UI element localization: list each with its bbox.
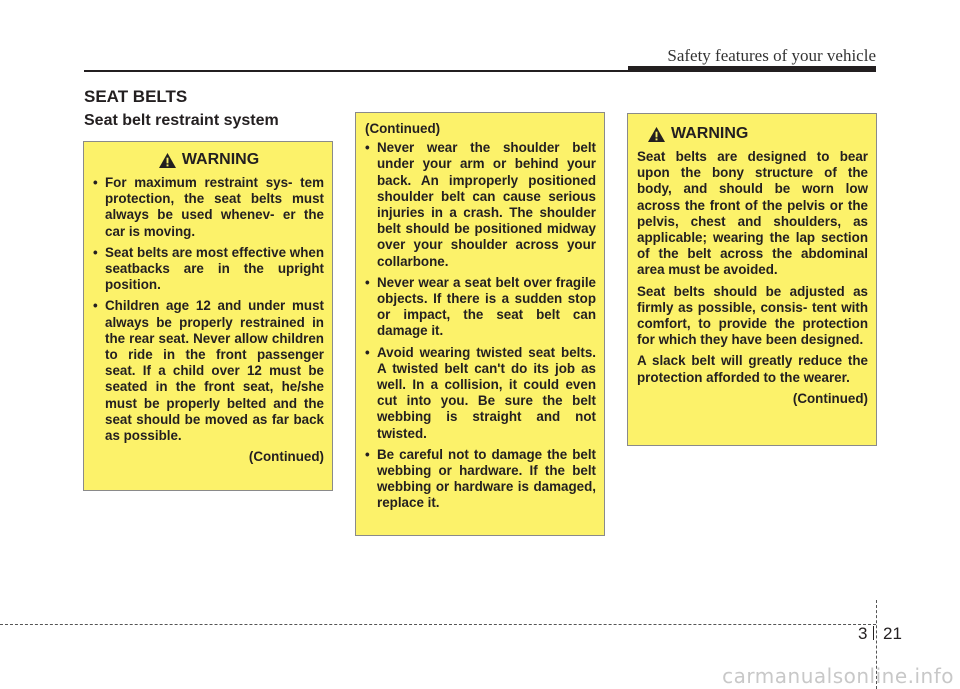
warning-paragraph: Seat belts are designed to bear upon the bony structure of the body, and should be worn low across the front of the pelvis or the pelvis, chest and shoulders, as applicable; wearing the lap section of the belt across the abdominal area must be avoided. bbox=[637, 149, 868, 278]
list-item: • Avoid wearing twisted seat belts. A twisted belt can't do its job as well. In a collision, it could even cut into you. Be sure the belt webbing is straight and not twisted. bbox=[365, 345, 596, 442]
section-title: SEAT BELTS bbox=[84, 87, 188, 106]
watermark: carmanualsonline.info bbox=[722, 664, 954, 688]
warning-bullet-list bbox=[93, 175, 324, 444]
header-rule-accent bbox=[628, 66, 876, 72]
warning-box-1 bbox=[83, 141, 333, 491]
warning-box-2 bbox=[355, 112, 605, 536]
warning-heading-text: WARNING bbox=[671, 124, 749, 142]
chapter-number: 3 bbox=[858, 624, 868, 643]
running-header-title: Safety features of your vehicle bbox=[667, 46, 876, 65]
continued-label: (Continued) bbox=[365, 121, 441, 136]
list-item: • Be careful not to damage the belt webbing or hardware. If the belt webbing or hardware is damaged, replace it. bbox=[365, 447, 596, 512]
warning-triangle-icon bbox=[158, 152, 177, 169]
warning-heading-text: WARNING bbox=[181, 150, 260, 168]
warning-heading bbox=[637, 124, 868, 144]
list-item: • Seat belts are most effective when seatbacks are in the upright position. bbox=[93, 245, 324, 294]
page-number: 21 bbox=[883, 624, 902, 643]
warning-box-3 bbox=[627, 113, 877, 446]
warning-paragraph: Seat belts should be adjusted as firmly as possible, consis- tent with comfort, to provide the protection for which they have been designed. bbox=[637, 283, 868, 348]
list-item: • Children age 12 and under must always be properly restrained in the rear seat. Never allow children to ride in the front passenger seat. If a child over 12 must be seated in the front seat, he/she must be properly belted and the seat should be moved as far back as possible. bbox=[93, 298, 324, 444]
sub-title: Seat belt restraint system bbox=[84, 112, 279, 129]
warning-bullet-list bbox=[365, 140, 596, 511]
continued-label: (Continued) bbox=[792, 390, 868, 406]
page-number-separator bbox=[873, 626, 874, 640]
list-item: • For maximum restraint sys- tem protection, the seat belts must always be used whenev- er the car is moving. bbox=[93, 175, 324, 240]
warning-triangle-icon bbox=[647, 126, 666, 143]
warning-heading bbox=[93, 150, 324, 170]
continued-label: (Continued) bbox=[248, 449, 324, 465]
list-item: • Never wear a seat belt over fragile objects. If there is a sudden stop or impact, the seat belt can damage it. bbox=[365, 275, 596, 340]
list-item: • Never wear the shoulder belt under your arm or behind your back. An improperly positioned shoulder belt can cause serious injuries in a crash. The shoulder belt should be positioned midway over your shoulder across your collarbone. bbox=[365, 140, 596, 270]
warning-paragraph: A slack belt will greatly reduce the protection afforded to the wearer. bbox=[637, 353, 868, 385]
footer-rule bbox=[0, 624, 876, 625]
